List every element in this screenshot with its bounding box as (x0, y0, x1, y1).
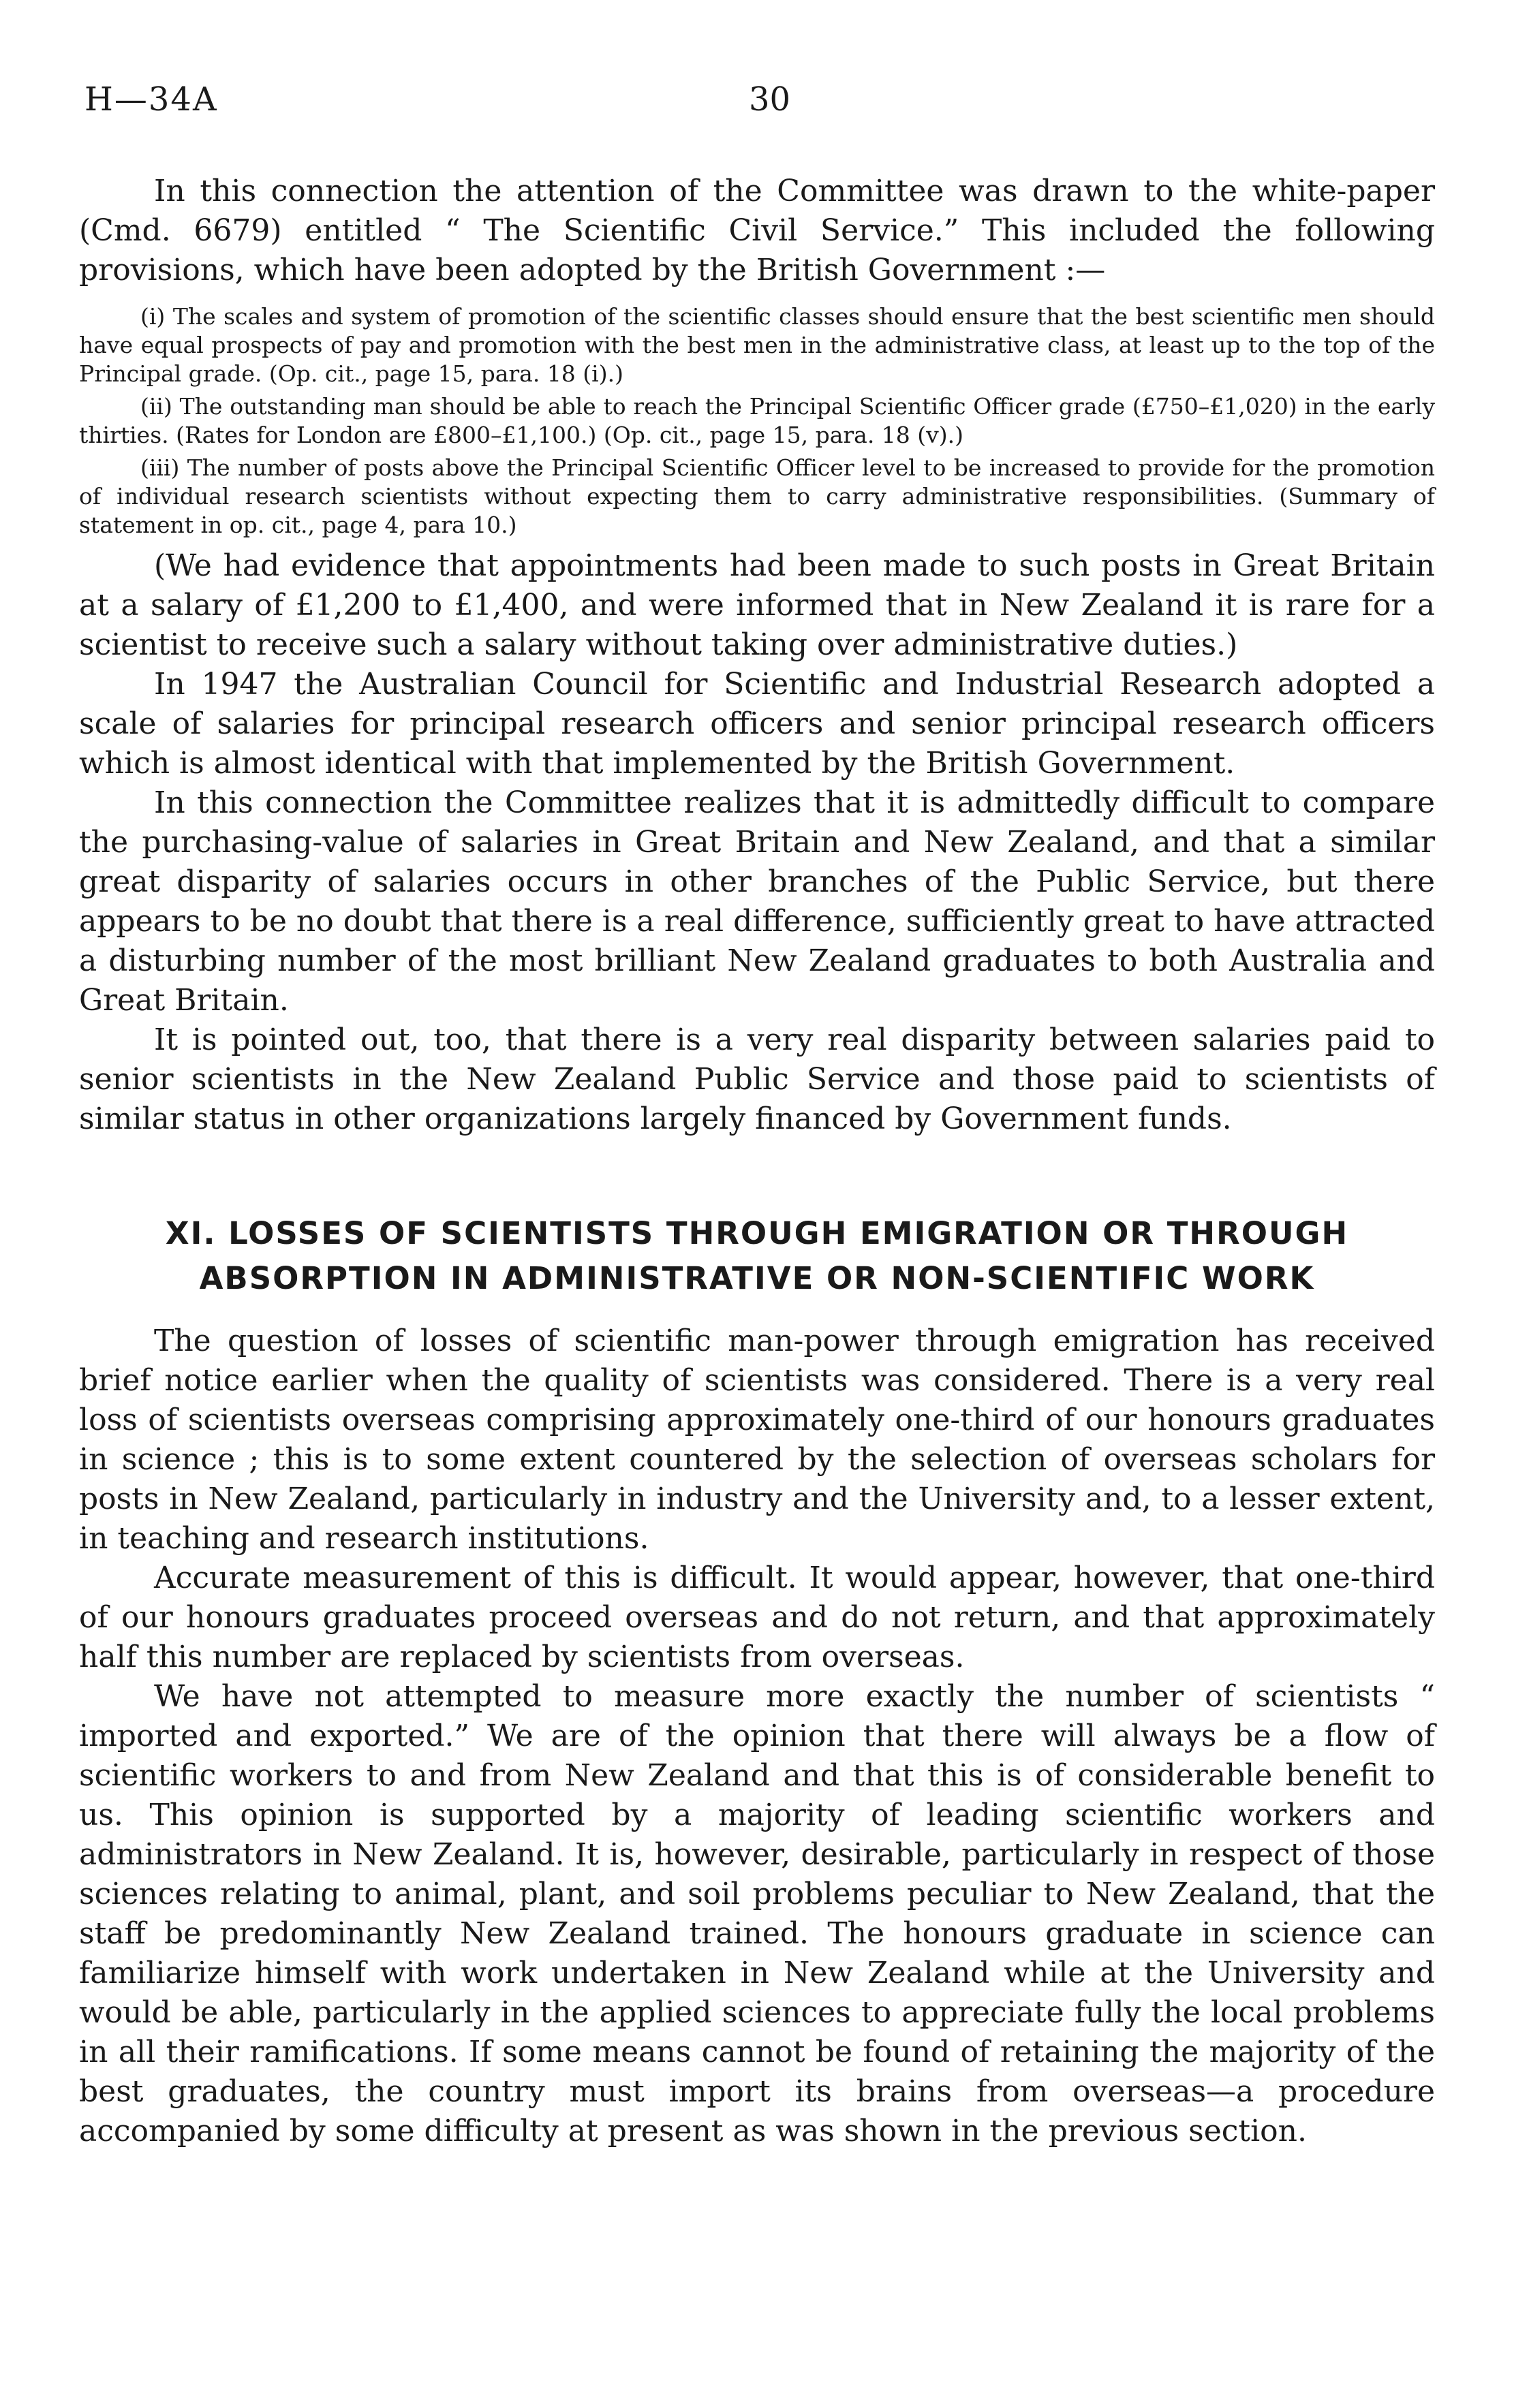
paragraph-evidence: (We had evidence that appointments had been made to such posts in Great Britain at a salary of £1,200 to £1,400, and were informed that in New Zealand it is rare for a scientist to receive such a salary without taking over administrative duties.) (79, 548, 1435, 662)
provision-iii: (iii) The number of posts above the Principal Scientific Officer level to be increased to provide for the promotion of individual research scientists without expecting them to carry administrative responsibilities. (Summary of statement in op. cit., page 4, para 10.) (79, 454, 1435, 538)
section-heading-line-2: ABSORPTION IN ADMINISTRATIVE OR NON-SCIENTIFIC WORK (199, 1260, 1315, 1296)
document-reference: H—34A (84, 80, 218, 119)
paragraph-measurement: Accurate measurement of this is difficult. It would appear, however, that one-third of our honours graduates proceed overseas and do not return, and that approximately half this number are replaced by scientists from overseas. (79, 1561, 1435, 1674)
paragraph-flow-of-workers: We have not attempted to measure more exactly the number of scientists “ imported and exported.” We are of the opinion that there will always be a flow of scientific workers to and from New Zealand and that this is of considerable benefit to us. This opinion is supported by a majority of leading scientific workers and administrators in New Zealand. It is, however, desirable, particularly in respect of those sciences relating to animal, plant, and soil problems peculiar to New Zealand, that the staff be predominantly New Zealand trained. The honours graduate in science can familiarize himself with work undertaken in New Zealand while at the University and would be able, particularly in the applied sciences to appreciate fully the local problems in all their ramifications. If some means cannot be found of retaining the majority of the best graduates, the country must import its brains from overseas—a procedure accompanied by some difficulty at present as was shown in the previous section. (79, 1679, 1435, 2148)
paragraph-losses: The question of losses of scientific man-power through emigration has received brief notice earlier when the quality of scientists was considered. There is a very real loss of scientists overseas comprising approximately one-third of our honours graduates in science ; this is to some extent countered by the selection of overseas scholars for posts in New Zealand, particularly in industry and the University and, to a lesser extent, in teaching and research institutions. (79, 1324, 1435, 1556)
page-body (79, 172, 1435, 2151)
paragraph-purchasing-value: In this connection the Committee realizes that it is admittedly difficult to compare the purchasing-value of salaries in Great Britain and New Zealand, and that a similar great disparity of salaries occurs in other branches of the Public Service, but there appears to be no doubt that there is a real difference, sufficiently great to have attracted a disturbing number of the most brilliant New Zealand graduates to both Australia and Great Britain. (79, 785, 1435, 1018)
section-heading (79, 1211, 1435, 1301)
page-header (84, 80, 1447, 135)
intro-paragraph: In this connection the attention of the Committee was drawn to the white-paper (Cmd. 6679) entitled “ The Scientific Civil Service.” This included the following provisions, which have been adopted by the British Government :— (79, 174, 1435, 287)
paragraph-australian-council: In 1947 the Australian Council for Scientific and Industrial Research adopted a scale of salaries for principal research officers and senior principal research officers which is almost identical with that implemented by the British Government. (79, 667, 1435, 781)
paragraph-disparity: It is pointed out, too, that there is a very real disparity between salaries paid to senior scientists in the New Zealand Public Service and those paid to scientists of similar status in other organizations largely financed by Government funds. (79, 1022, 1435, 1136)
provision-i: (i) The scales and system of promotion of the scientific classes should ensure that the best scientific men should have equal prospects of pay and promotion with the best men in the administrative class, at least up to the top of the Principal grade. (Op. cit., page 15, para. 18 (i).) (79, 303, 1435, 387)
provision-ii: (ii) The outstanding man should be able to reach the Principal Scientific Officer grade (£750–£1,020) in the early thirties. (Rates for London are £800–£1,100.) (Op. cit., page 15, para. 18 (v).) (79, 393, 1435, 448)
section-heading-line-1: XI. LOSSES OF SCIENTISTS THROUGH EMIGRATION OR THROUGH (165, 1215, 1349, 1251)
page-number: 30 (749, 80, 791, 119)
